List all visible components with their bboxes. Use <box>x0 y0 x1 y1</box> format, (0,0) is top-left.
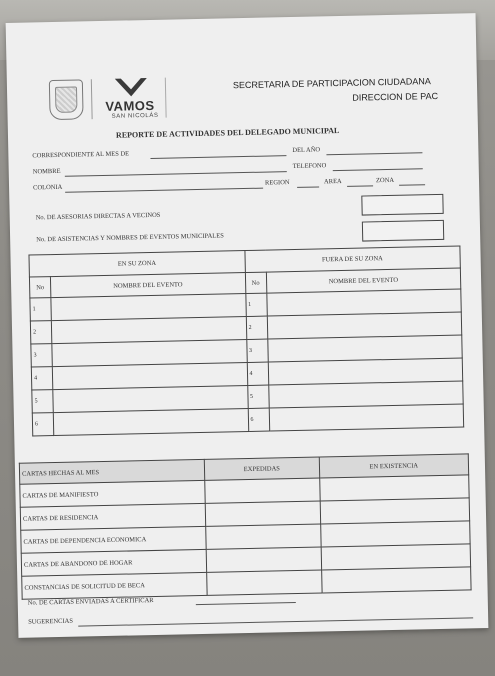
region-label: REGION <box>264 179 290 187</box>
telefono-field[interactable] <box>333 168 423 171</box>
event-cell-right[interactable] <box>269 404 464 431</box>
area-label: AREA <box>323 177 342 186</box>
col-event-right: NOMBRE DEL EVENTO <box>266 268 461 293</box>
carta-type-label: CONSTANCIAS DE SOLICITUD DE BECA <box>22 572 207 599</box>
expedidas-cell[interactable] <box>205 478 320 503</box>
coat-of-arms-icon <box>49 79 84 120</box>
colonia-field[interactable] <box>65 188 263 193</box>
row-num-left: 3 <box>31 344 52 367</box>
area-field[interactable] <box>347 185 373 187</box>
cartas-enviadas-label: No. DE CARTAS ENVIADAS A CERTIFICAR <box>27 597 154 607</box>
carta-type-label: CARTAS DE RESIDENCIA <box>20 503 205 530</box>
expedidas-cell[interactable] <box>206 524 321 549</box>
logo-subtext: SAN NICOLÁS <box>111 112 159 120</box>
events-table <box>28 246 464 437</box>
existencia-cell[interactable] <box>320 521 470 547</box>
org-line-2: DIRECCION DE PAC <box>352 90 439 103</box>
row-num-left: 5 <box>32 390 53 413</box>
telefono-label: TELEFONO <box>292 162 327 171</box>
vamos-v-logo-icon <box>111 76 151 99</box>
logo-divider-right <box>165 78 167 118</box>
nombre-label: NOMBRE <box>32 167 61 176</box>
expedidas-cell[interactable] <box>205 501 320 526</box>
nombre-field[interactable] <box>65 171 287 177</box>
sugerencias-label: SUGERENCIAS <box>28 617 74 626</box>
carta-type-label: CARTAS DE ABANDONO DE HOGAR <box>21 549 206 576</box>
row-num-left: 4 <box>31 367 52 390</box>
row-num-right: 3 <box>246 339 267 362</box>
fuera-zona-header: FUERA DE SU ZONA <box>244 246 460 273</box>
mes-field[interactable] <box>150 155 286 159</box>
carta-type-label: CARTAS DE DEPENDENCIA ECONOMICA <box>21 526 206 553</box>
cartas-header: CARTAS HECHAS AL MES <box>19 459 204 484</box>
col-no-left: No <box>29 277 50 298</box>
asesorias-label: No. DE ASESORIAS DIRECTAS A VECINOS <box>35 211 161 222</box>
row-num-right: 5 <box>247 385 268 408</box>
asistencias-label: No. DE ASISTENCIAS Y NOMBRES DE EVENTOS MUNICIPALES <box>36 232 224 244</box>
existencia-cell[interactable] <box>321 544 471 570</box>
cartas-table <box>19 453 472 599</box>
existencia-cell[interactable] <box>319 475 469 501</box>
row-num-left: 1 <box>30 298 51 321</box>
existencia-cell[interactable] <box>320 498 470 524</box>
region-field[interactable] <box>297 186 319 187</box>
zona-field[interactable] <box>399 184 425 186</box>
logo-text: VAMOS <box>105 97 155 114</box>
sugerencias-field[interactable] <box>78 617 473 626</box>
mes-label: CORRESPONDIENTE AL MES DE <box>32 150 130 160</box>
expedidas-cell[interactable] <box>207 570 322 595</box>
en-su-zona-header: EN SU ZONA <box>29 251 245 278</box>
row-num-right: 4 <box>247 362 268 385</box>
carta-type-label: CARTAS DE MANIFIESTO <box>20 480 205 507</box>
existencia-header: EN EXISTENCIA <box>319 454 469 478</box>
col-event-left: NOMBRE DEL EVENTO <box>50 273 245 298</box>
col-no-right: No <box>245 272 266 293</box>
form-title: REPORTE DE ACTIVIDADES DEL DELEGADO MUNICIPAL <box>115 126 340 140</box>
form-sheet <box>6 13 489 638</box>
anio-label: DEL AÑO <box>292 146 321 155</box>
row-num-left: 2 <box>30 321 51 344</box>
anio-field[interactable] <box>326 152 422 155</box>
existencia-cell[interactable] <box>321 567 471 593</box>
org-line-1: SECRETARIA DE PARTICIPACION CIUDADANA <box>232 76 431 91</box>
row-num-right: 1 <box>245 293 266 316</box>
row-num-left: 6 <box>32 413 53 436</box>
expedidas-cell[interactable] <box>206 547 321 572</box>
logo-divider <box>91 79 93 119</box>
asistencias-box[interactable] <box>362 220 444 242</box>
asesorias-box[interactable] <box>361 194 443 216</box>
row-num-right: 6 <box>248 408 269 431</box>
expedidas-header: EXPEDIDAS <box>204 457 319 480</box>
colonia-label: COLONIA <box>32 183 63 192</box>
zona-label: ZONA <box>375 176 395 185</box>
row-num-right: 2 <box>246 316 267 339</box>
event-cell-left[interactable] <box>53 409 248 436</box>
cartas-enviadas-field[interactable] <box>196 602 296 605</box>
